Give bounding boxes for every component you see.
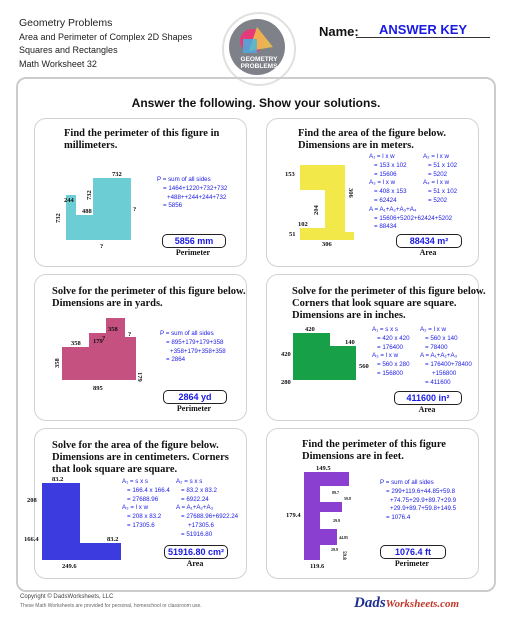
dim-q1: ? [102, 335, 106, 342]
solution-line: = 1076.4 [386, 514, 411, 522]
solution-line: +29.9+89.7+59.8+149.5 [390, 505, 457, 513]
solution-line: = 62424 [374, 196, 397, 204]
problem-1-answer-label: Perimeter [175, 248, 211, 257]
solution-line: +74.75+29.9+89.7+29.9 [390, 496, 457, 504]
solution-line: P = sum of all sides [157, 176, 211, 183]
question-line: Find the perimeter of this figure [302, 439, 446, 450]
solution-line: A = A₁+A₂+A₃ [176, 504, 214, 512]
solution-line: P = sum of all sides [380, 479, 434, 486]
question-line: Solve for the perimeter of this figure below. [292, 286, 486, 297]
solution-line: A₄ = l x w [423, 179, 450, 187]
solution-line: = 51916.80 [181, 530, 213, 538]
dim-d4: 44.85 [339, 535, 348, 540]
solution-line: +156800 [432, 369, 457, 377]
dim-left-low: 166.4 [24, 536, 39, 543]
solution-line: +488++244+244+732 [167, 193, 227, 201]
dim-left: 208 [27, 497, 37, 504]
solution-line: = 5202 [428, 196, 448, 204]
question-line: Find the perimeter of this figure in [64, 128, 220, 139]
solution-line: = 176400+78400 [425, 361, 472, 369]
problem-6-answer-label: Perimeter [394, 559, 430, 568]
solution-line: = 411600 [425, 378, 451, 386]
problem-5-answer: 51916.80 cm² [164, 545, 228, 559]
solution-line: A₂ = s x s [176, 478, 203, 485]
solution-line: = 420 x 420 [377, 334, 410, 342]
dim-small: 83.2 [107, 536, 119, 543]
dim-right: 560 [359, 363, 369, 370]
problem-6-solution [380, 479, 456, 523]
solution-line: = 17305.6 [127, 521, 155, 529]
solution-line: = 83.2 x 83.2 [181, 486, 217, 494]
solution-line: = 5202 [428, 170, 448, 178]
worksheet-title: Geometry Problems [19, 17, 113, 29]
solution-line: A₁ = s x s [372, 326, 398, 333]
usage-note: These Math Worksheets are provided for personal, homeschool or classroom use. [20, 603, 202, 609]
solution-line: = 5856 [163, 202, 183, 210]
dim-d2: 59.8 [344, 496, 351, 501]
dim-top: 358 [108, 326, 118, 333]
solution-line: A₁ = s x s [122, 478, 148, 485]
solution-line: = 88434 [374, 223, 397, 231]
problem-3-answer-label: Perimeter [176, 404, 212, 413]
worksheet-subtitle-3: Math Worksheet 32 [19, 58, 97, 69]
dim-bottom: 306 [322, 241, 332, 248]
solution-line: = 2864 [166, 356, 186, 364]
dim-right-v: 306 [347, 188, 354, 198]
problem-4-answer: 411600 in² [394, 391, 462, 405]
problem-4-answer-label: Area [418, 405, 436, 414]
solution-line: = 156800 [377, 369, 403, 377]
question-line: Dimensions are in feet. [302, 451, 404, 462]
worksheet-subtitle-1: Area and Perimeter of Complex 2D Shapes [19, 31, 193, 42]
problem-2-answer: 88434 m² [396, 234, 462, 248]
solution-line: +17305.6 [188, 521, 214, 529]
question-line: Dimensions are in yards. [52, 298, 163, 309]
dim-bottom-left: 280 [281, 379, 291, 386]
dim-right-v: 179 [136, 372, 143, 382]
solution-line: A₂ = l x w [423, 153, 449, 160]
solution-line: = 299+119.6+44.85+59.8 [386, 487, 456, 495]
brand-main: Dads [354, 595, 386, 611]
solution-line: A₃ = l x w [122, 504, 149, 512]
question-line: Corners that look square are square. [292, 298, 457, 309]
question-line: Solve for the perimeter of this figure below. [52, 286, 246, 297]
solution-line: = 408 x 153 [374, 188, 407, 196]
dim-top-left: 153 [285, 171, 295, 178]
name-label: Name: [319, 24, 359, 39]
dim-small: 244 [64, 197, 74, 204]
solution-line: +358+179+358+358 [170, 347, 226, 355]
solution-line: = 208 x 83.2 [127, 513, 162, 521]
dim-bottom: 249.6 [62, 563, 77, 570]
dim-left: 179.4 [286, 512, 301, 519]
question-line: Dimensions are in meters. [298, 140, 414, 151]
logo-text: GEOMETRY PROBLEMS [240, 56, 278, 70]
dim-inner-v: 204 [313, 205, 320, 215]
dim-mid-v: 179 [93, 338, 103, 345]
dim-inner: 488 [82, 208, 92, 215]
solution-line: = 15606 [374, 170, 397, 178]
solution-line: = 1464+1220+732+732 [163, 184, 228, 192]
question-line: Dimensions are in centimeters. Corners [52, 452, 229, 463]
dim-bottom: 119.6 [310, 563, 325, 570]
problem-1-answer: 5856 mm [162, 234, 226, 248]
dim-left: 420 [281, 351, 291, 358]
dim-bottom: ? [100, 243, 104, 250]
solution-line: = 51 x 102 [428, 161, 458, 169]
solution-line: = 166.4 x 166.4 [127, 486, 170, 494]
brand-tail: Worksheets.com [385, 598, 460, 610]
solution-line: = 560 x 280 [377, 361, 410, 369]
question-line: Solve for the area of the figure below. [52, 440, 219, 451]
problem-6-answer: 1076.4 ft [380, 545, 446, 559]
solution-line: = 560 x 140 [425, 334, 458, 342]
solution-line: = 27688.96 [127, 495, 159, 503]
solution-line: = 153 x 102 [374, 161, 407, 169]
dim-small-v: 102 [298, 221, 308, 228]
solution-line: = 895+179+179+358 [166, 338, 224, 346]
brand-logo[interactable] [354, 595, 459, 612]
dim-d1: 89.7 [332, 490, 339, 495]
dim-d5: 29.9 [331, 547, 338, 552]
dim-bottom: 895 [93, 385, 103, 392]
solution-line: A₁ = l x w [369, 153, 395, 160]
question-line: Find the area of the figure below. [298, 128, 447, 139]
dim-q2: ? [128, 331, 132, 338]
dim-d3: 29.9 [333, 518, 340, 523]
dim-bottom-left: 51 [289, 231, 296, 238]
problem-5-answer-label: Area [186, 559, 204, 568]
dim-top: 83.2 [52, 476, 64, 483]
dim-d6: 59.8 [341, 551, 346, 560]
solution-line: A = A₁+A₂+A₃+A₄ [369, 205, 417, 213]
copyright: Copyright © DadsWorksheets, LLC [20, 594, 114, 600]
solution-line: = 78400 [425, 343, 448, 351]
dim-left: 732 [55, 213, 62, 223]
dim-top: 149.5 [316, 465, 331, 472]
solution-line: = 27688.96+6922.24 [181, 513, 239, 521]
problem-2-answer-label: Area [419, 248, 437, 257]
solution-line: P = sum of all sides [160, 330, 214, 337]
answer-key-field[interactable]: ANSWER KEY [356, 22, 490, 38]
solution-line: = 15606+5202+62424+5202 [374, 214, 453, 222]
dim-top: 420 [305, 326, 315, 333]
worksheet-subtitle-2: Squares and Rectangles [19, 45, 118, 55]
solution-line: A = A₁+A₂+A₃ [420, 352, 458, 360]
solution-line: = 6922.24 [181, 495, 209, 503]
problem-3-answer: 2864 yd [163, 390, 227, 404]
dim-mid: 732 [86, 190, 93, 200]
question-line: millimeters. [64, 140, 118, 151]
solution-line: = 51 x 102 [428, 188, 458, 196]
dim-right: ? [133, 206, 137, 213]
dim-left: 358 [71, 340, 81, 347]
solution-line: = 176400 [377, 343, 403, 351]
dim-inner: 140 [345, 339, 355, 346]
problem-6-shape [304, 472, 349, 560]
instructions: Answer the following. Show your solutions. [131, 96, 381, 110]
solution-line: A₃ = l x w [372, 352, 399, 360]
question-line: that look square are square. [52, 464, 178, 475]
solution-line: A₂ = l x w [420, 326, 446, 333]
question-line: Dimensions are in inches. [292, 310, 406, 321]
dim-left-v: 358 [54, 358, 61, 368]
solution-line: A₃ = l x w [369, 179, 396, 187]
dim-top: 732 [112, 171, 122, 178]
